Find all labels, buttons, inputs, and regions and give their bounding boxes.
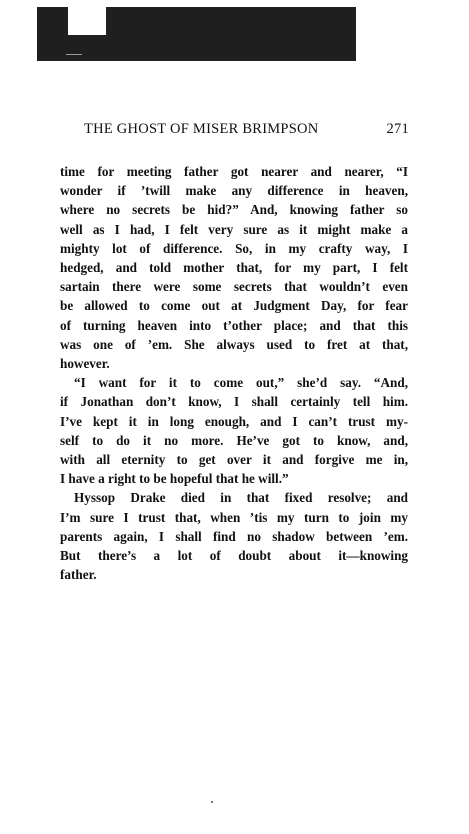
text-line: mighty lot of difference. So, in my crafty way, I xyxy=(60,240,408,256)
text-line: “I want for it to come out,” she’d say. “And, xyxy=(74,375,408,391)
text-line: parents again, I shall find no shadow between ’em. xyxy=(60,528,408,544)
page-body-text xyxy=(60,162,408,584)
scan-speck xyxy=(211,801,213,803)
text-line: wonder if ’twill make any difference in heaven, xyxy=(60,183,408,199)
page-number: 271 xyxy=(386,121,409,137)
text-line: I have a right to be hopeful that he will.” xyxy=(60,471,289,487)
text-line: be allowed to come out at Judgment Day, for fear xyxy=(60,298,408,314)
text-line: father. xyxy=(60,567,97,583)
running-header xyxy=(84,121,409,138)
text-line: self to do it no more. He’ve got to know, and, xyxy=(60,432,408,448)
text-line: however. xyxy=(60,356,110,372)
text-line: hedged, and told mother that, for my part, I felt xyxy=(60,260,408,276)
text-line: sartain there were some secrets that wouldn’t even xyxy=(60,279,408,295)
text-line: was one of ’em. She always used to fret at that, xyxy=(60,336,408,352)
text-line: with all eternity to get over it and forgive me in, xyxy=(60,452,408,468)
text-line: But there’s a lot of doubt about it—knowing xyxy=(60,548,408,564)
running-title: THE GHOST OF MISER BRIMPSON xyxy=(84,121,319,137)
text-line: where no secrets be hid?” And, knowing father so xyxy=(60,202,408,218)
text-line: of turning heaven into t’other place; and that this xyxy=(60,317,408,333)
text-line: time for meeting father got nearer and nearer, “I xyxy=(60,164,408,179)
text-line: Hyssop Drake died in that fixed resolve; and xyxy=(74,490,408,506)
scan-notch xyxy=(68,7,106,35)
text-line: well as I had, I felt very sure as it might make a xyxy=(60,221,408,237)
text-line: if Jonathan don’t know, I shall certainly tell him. xyxy=(60,394,408,410)
text-line: I’ve kept it in long enough, and I can’t trust my- xyxy=(60,413,408,429)
text-line: I’m sure I trust that, when ’tis my turn to join my xyxy=(60,509,408,525)
scan-mark xyxy=(66,54,82,55)
